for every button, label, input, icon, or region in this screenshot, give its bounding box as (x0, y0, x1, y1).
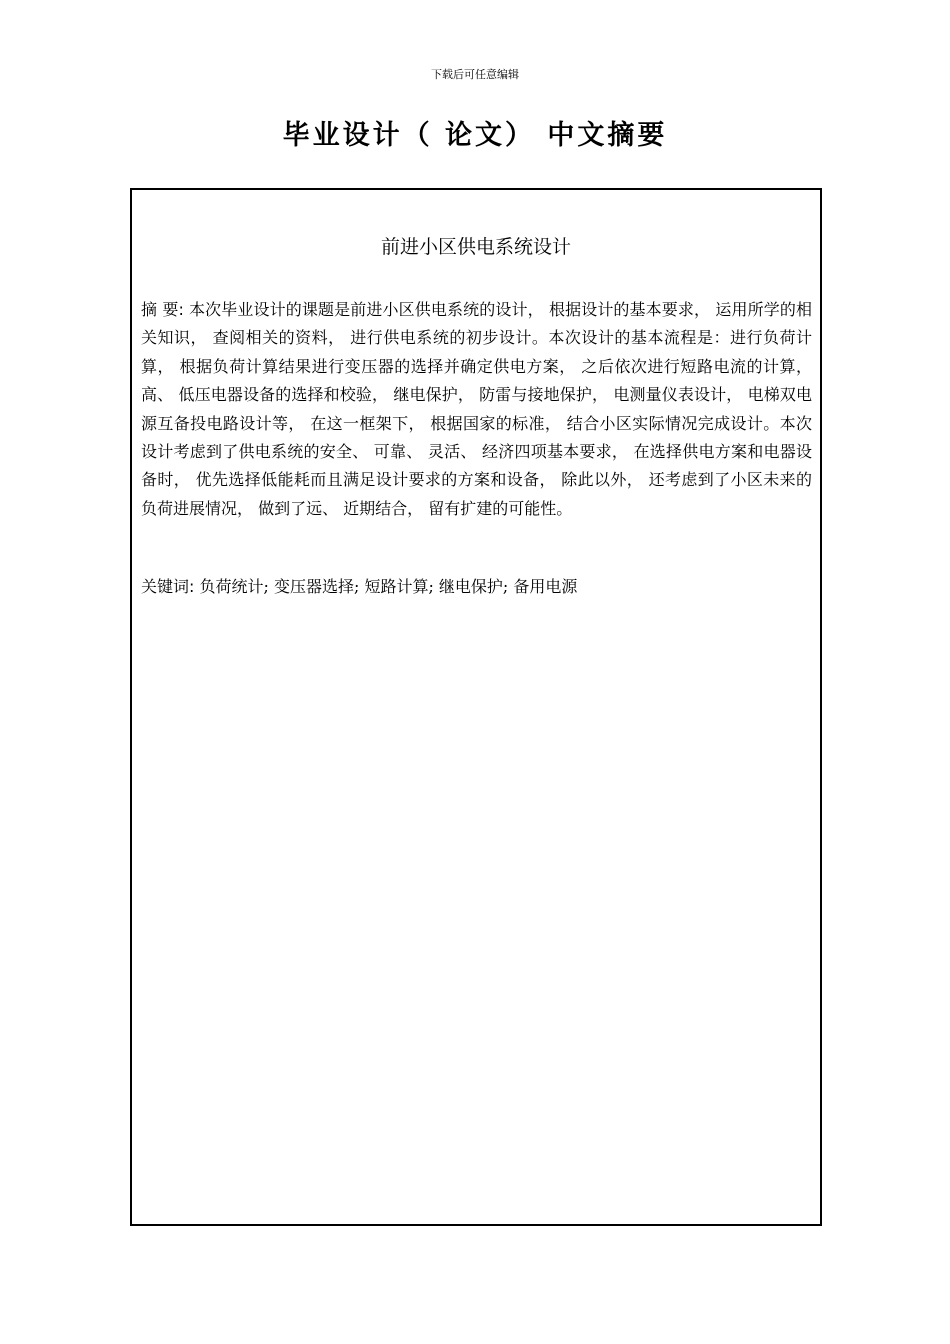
keywords-label: 关键词: (141, 577, 195, 596)
abstract-label: 摘 要: (141, 300, 184, 319)
keywords-text: 负荷统计; 变压器选择; 短路计算; 继电保护; 备用电源 (194, 577, 578, 596)
abstract-frame (130, 188, 822, 1226)
abstract-paragraph (141, 296, 812, 523)
paper-title: 前进小区供电系统设计 (380, 236, 571, 258)
document-title: 毕业设计（ 论文） 中文摘要 (282, 120, 668, 151)
keywords-line (141, 573, 812, 601)
abstract-text: 本次毕业设计的课题是前进小区供电系统的设计， 根据设计的基本要求， 运用所学的相关知识， 查阅相关的资料， 进行供电系统的初步设计。本次设计的基本流程是：进行负荷计算， 根据负荷计算结果进行变压器的选择并确定供电方案， 之后依次进行短路电流的计算， 高、 低压电器设备的选择和校验， 继电保护， 防雷与接地保护， 电测量仪表设计， 电梯双电源互备投电路设计等， 在这一框架下， 根据国家的标准， 结合小区实际情况完成设计。本次设计考虑到了供电系统的安全、 可靠、 灵活、 经济四项基本要求， 在选择供电方案和电器设备时， 优先选择低能耗而且满足设计要求的方案和设备， 除此以外， 还考虑到了小区未来的负荷进展情况， 做到了远、 近期结合， 留有扩建的可能性。 (141, 300, 812, 518)
header-note: 下载后可任意编辑 (431, 68, 519, 81)
